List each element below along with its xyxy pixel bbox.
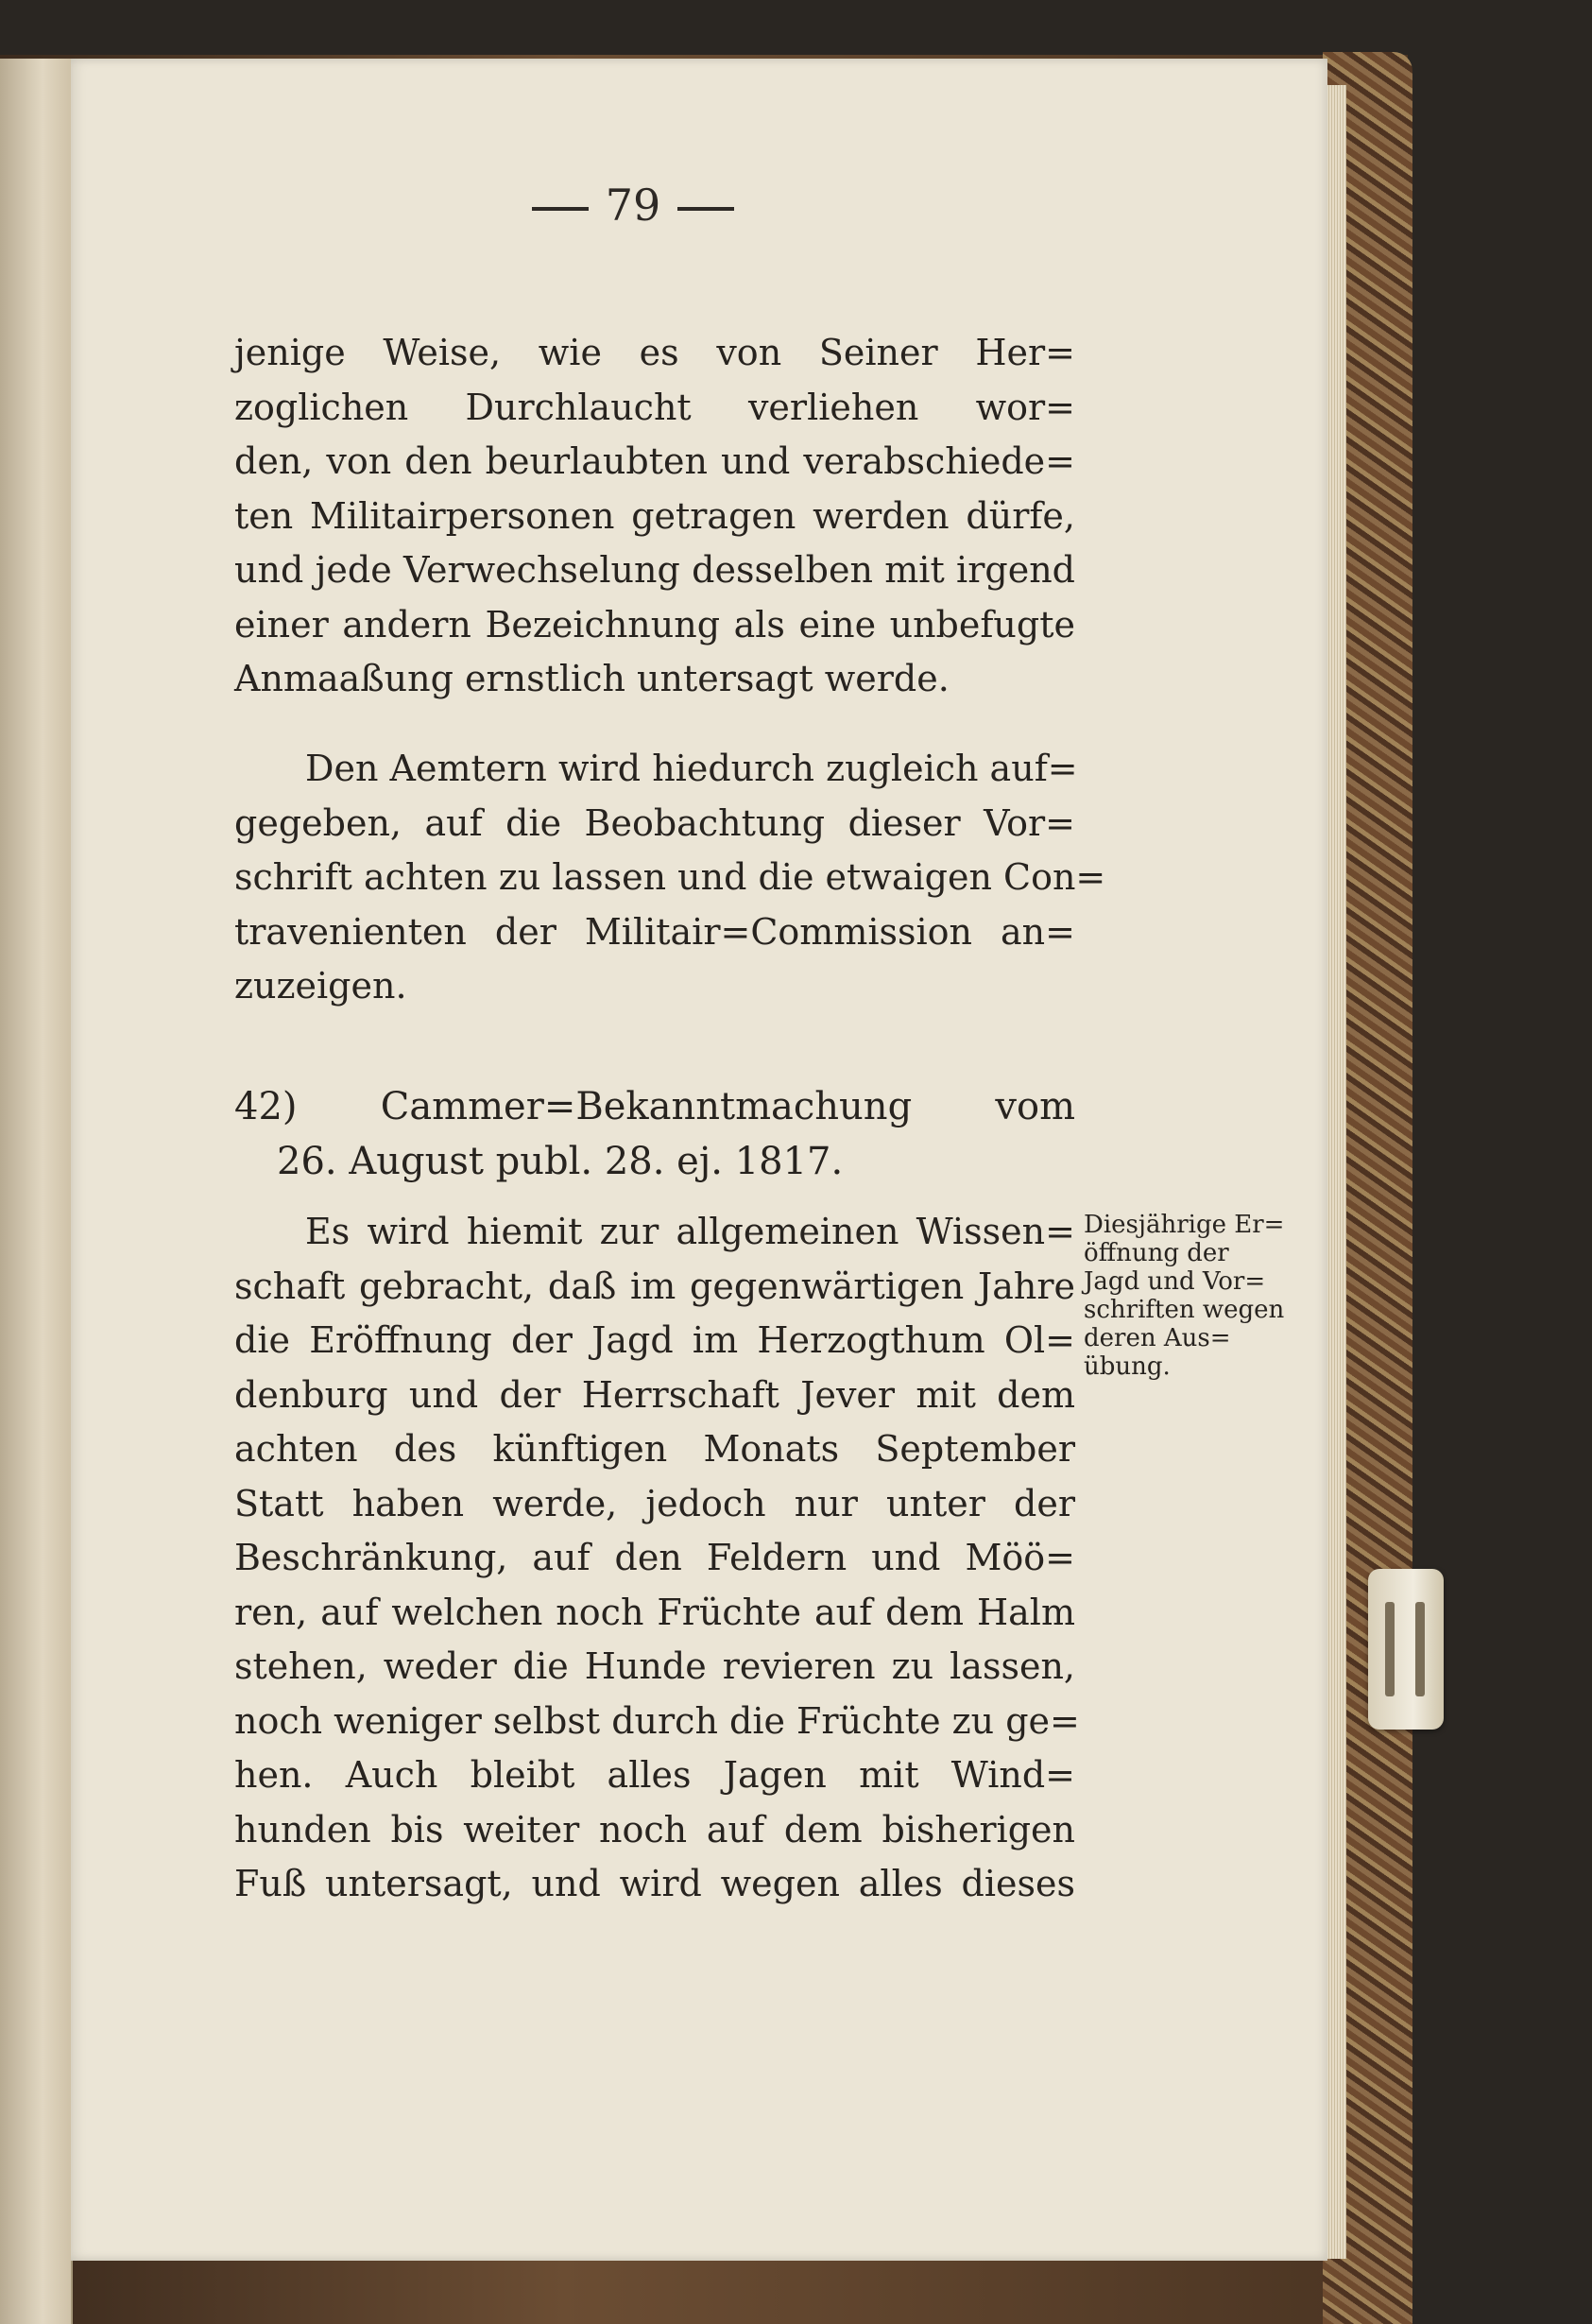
margin-note-line: deren Aus= xyxy=(1084,1324,1231,1352)
text-line: Fuß untersagt, und wird wegen alles dieses xyxy=(234,1863,1075,1904)
text-line: Den Aemtern wird hiedurch zugleich auf= xyxy=(305,748,1078,789)
page-clip xyxy=(1368,1569,1444,1730)
text-line: Statt haben werde, jedoch nur unter der xyxy=(234,1482,1075,1524)
margin-note-line: öffnung der xyxy=(1084,1239,1229,1267)
text-line: die Eröffnung der Jagd im Herzogthum Ol= xyxy=(234,1319,1075,1361)
margin-note-line: Jagd und Vor= xyxy=(1084,1267,1266,1296)
margin-note-line: schriften wegen xyxy=(1084,1296,1285,1324)
text-line: gegeben, auf die Beobachtung dieser Vor= xyxy=(234,801,1075,844)
heading-line: 26. August publ. 28. ej. 1817. xyxy=(277,1139,844,1183)
text-line: und jede Verwechselung desselben mit irgend xyxy=(234,549,1075,591)
text-line: stehen, weder die Hunde revieren zu lassen, xyxy=(234,1645,1075,1687)
text-line: ten Militairpersonen getragen werden dürfe, xyxy=(234,494,1075,537)
dash-right xyxy=(677,207,734,211)
text-line: hen. Auch bleibt alles Jagen mit Wind= xyxy=(234,1754,1075,1796)
heading-line: 42) Cammer=Bekanntmachung vom xyxy=(234,1085,1075,1128)
margin-note-line: übung. xyxy=(1084,1352,1171,1381)
paragraph-2 xyxy=(234,742,1106,1014)
text-line: noch weniger selbst durch die Früchte zu ge= xyxy=(234,1699,1080,1742)
text-line: Beschränkung, auf den Feldern und Möö= xyxy=(234,1537,1075,1578)
text-line: Anmaaßung ernstlich untersagt werde. xyxy=(234,658,950,699)
text-line: schrift achten zu lassen und die etwaigen Con= xyxy=(234,856,1106,898)
page-number-text: 79 xyxy=(605,180,661,231)
text-line: jenige Weise, wie es von Seiner Her= xyxy=(234,332,1075,373)
section-heading xyxy=(234,1080,1075,1189)
text-line: schaft gebracht, daß im gegenwärtigen Jahre xyxy=(234,1265,1075,1307)
text-line: hunden bis weiter noch auf dem bisherigen xyxy=(234,1808,1075,1851)
text-line: Es wird hiemit zur allgemeinen Wissen= xyxy=(305,1211,1075,1252)
page-number xyxy=(510,180,756,231)
text-line: zoglichen Durchlaucht verliehen wor= xyxy=(234,386,1075,428)
text-line: denburg und der Herrschaft Jever mit dem xyxy=(234,1373,1075,1416)
margin-note-line: Diesjährige Er= xyxy=(1084,1211,1285,1239)
text-line: ren, auf welchen noch Früchte auf dem Halm xyxy=(234,1591,1075,1633)
paragraph-3 xyxy=(234,1205,1080,1912)
text-line: achten des künftigen Monats September xyxy=(234,1428,1075,1470)
dash-left xyxy=(532,207,589,211)
text-line: einer andern Bezeichnung als eine unbefugte xyxy=(234,603,1075,646)
margin-note xyxy=(1084,1211,1301,1381)
paragraph-1 xyxy=(234,326,1075,707)
text-line: zuzeigen. xyxy=(234,965,407,1007)
facing-page-edge xyxy=(0,59,73,2324)
text-line: den, von den beurlaubten und verabschiede= xyxy=(234,440,1075,482)
text-line: travenienten der Militair=Commission an= xyxy=(234,910,1075,953)
